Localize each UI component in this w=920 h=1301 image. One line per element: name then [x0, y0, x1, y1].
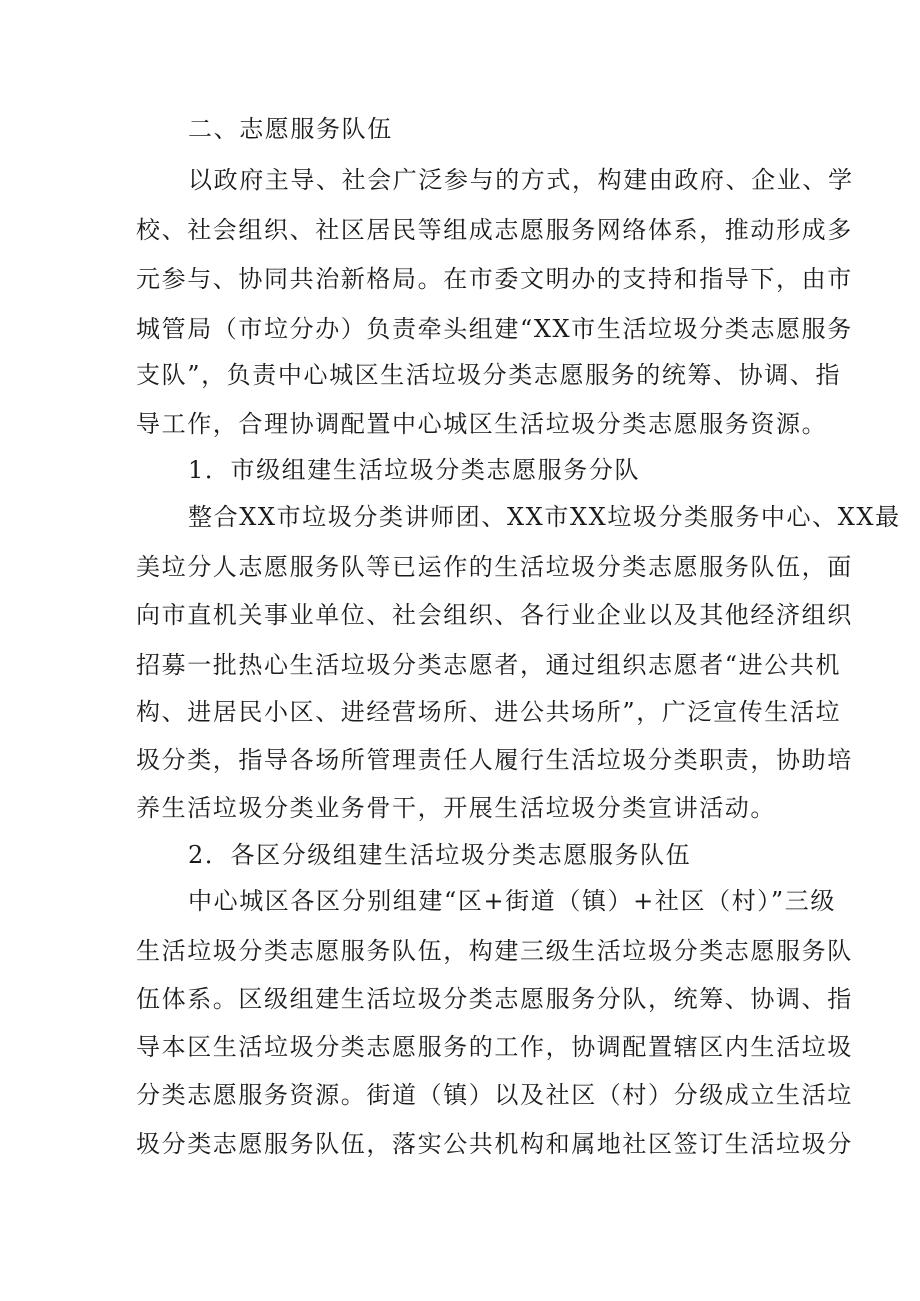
paragraph-line: 构、进居民小区、进经营场所、进公共场所”，广泛宣传生活垃 [136, 698, 842, 726]
paragraph-line: 招募一批热心生活垃圾分类志愿者，通过组织志愿者“进公共机 [136, 651, 842, 679]
paragraph-line: 校、社会组织、社区居民等组成志愿服务网络体系，推动形成多 [136, 216, 853, 244]
paragraph-line: 分类志愿服务资源。街道（镇）以及社区（村）分级成立生活垃 [136, 1081, 853, 1109]
subheading: 1．市级组建生活垃圾分类志愿服务分队 [188, 456, 641, 484]
subheading: 2．各区分级组建生活垃圾分类志愿服务队伍 [188, 841, 692, 869]
paragraph-line: 导本区生活垃圾分类志愿服务的工作，协调配置辖区内生活垃圾 [136, 1033, 853, 1061]
paragraph-line: 圾分类志愿服务队伍，落实公共机构和属地社区签订生活垃圾分 [136, 1130, 853, 1158]
paragraph-line: 圾分类，指导各场所管理责任人履行生活垃圾分类职责，协助培 [136, 746, 853, 774]
paragraph-line: 美垃分人志愿服务队等已运作的生活垃圾分类志愿服务队伍，面 [136, 553, 853, 581]
paragraph-line: 中心城区各区分别组建“区+街道（镇）+社区（村）”三级 [188, 887, 836, 915]
paragraph-line: 以政府主导、社会广泛参与的方式，构建由政府、企业、学 [188, 166, 854, 194]
paragraph-line: 城管局（市垃分办）负责牵头组建“XX市生活垃圾分类志愿服务 [136, 315, 853, 343]
paragraph-line: 养生活垃圾分类业务骨干，开展生活垃圾分类宣讲活动。 [136, 794, 776, 822]
paragraph-line: 整合XX市垃圾分类讲师团、XX市XX垃圾分类服务中心、XX最 [188, 503, 901, 531]
paragraph-line: 生活垃圾分类志愿服务队伍，构建三级生活垃圾分类志愿服务队 [136, 937, 853, 965]
paragraph-line: 支队”，负责中心城区生活垃圾分类志愿服务的统筹、协调、指 [136, 361, 842, 389]
section-heading: 二、志愿服务队伍 [188, 115, 393, 143]
paragraph-line: 伍体系。区级组建生活垃圾分类志愿服务分队，统筹、协调、指 [136, 985, 853, 1013]
paragraph-line: 向市直机关事业单位、社会组织、各行业企业以及其他经济组织 [136, 601, 853, 629]
paragraph-line: 元参与、协同共治新格局。在市委文明办的支持和指导下，由市 [136, 265, 853, 293]
paragraph-line: 导工作，合理协调配置中心城区生活垃圾分类志愿服务资源。 [136, 410, 828, 438]
